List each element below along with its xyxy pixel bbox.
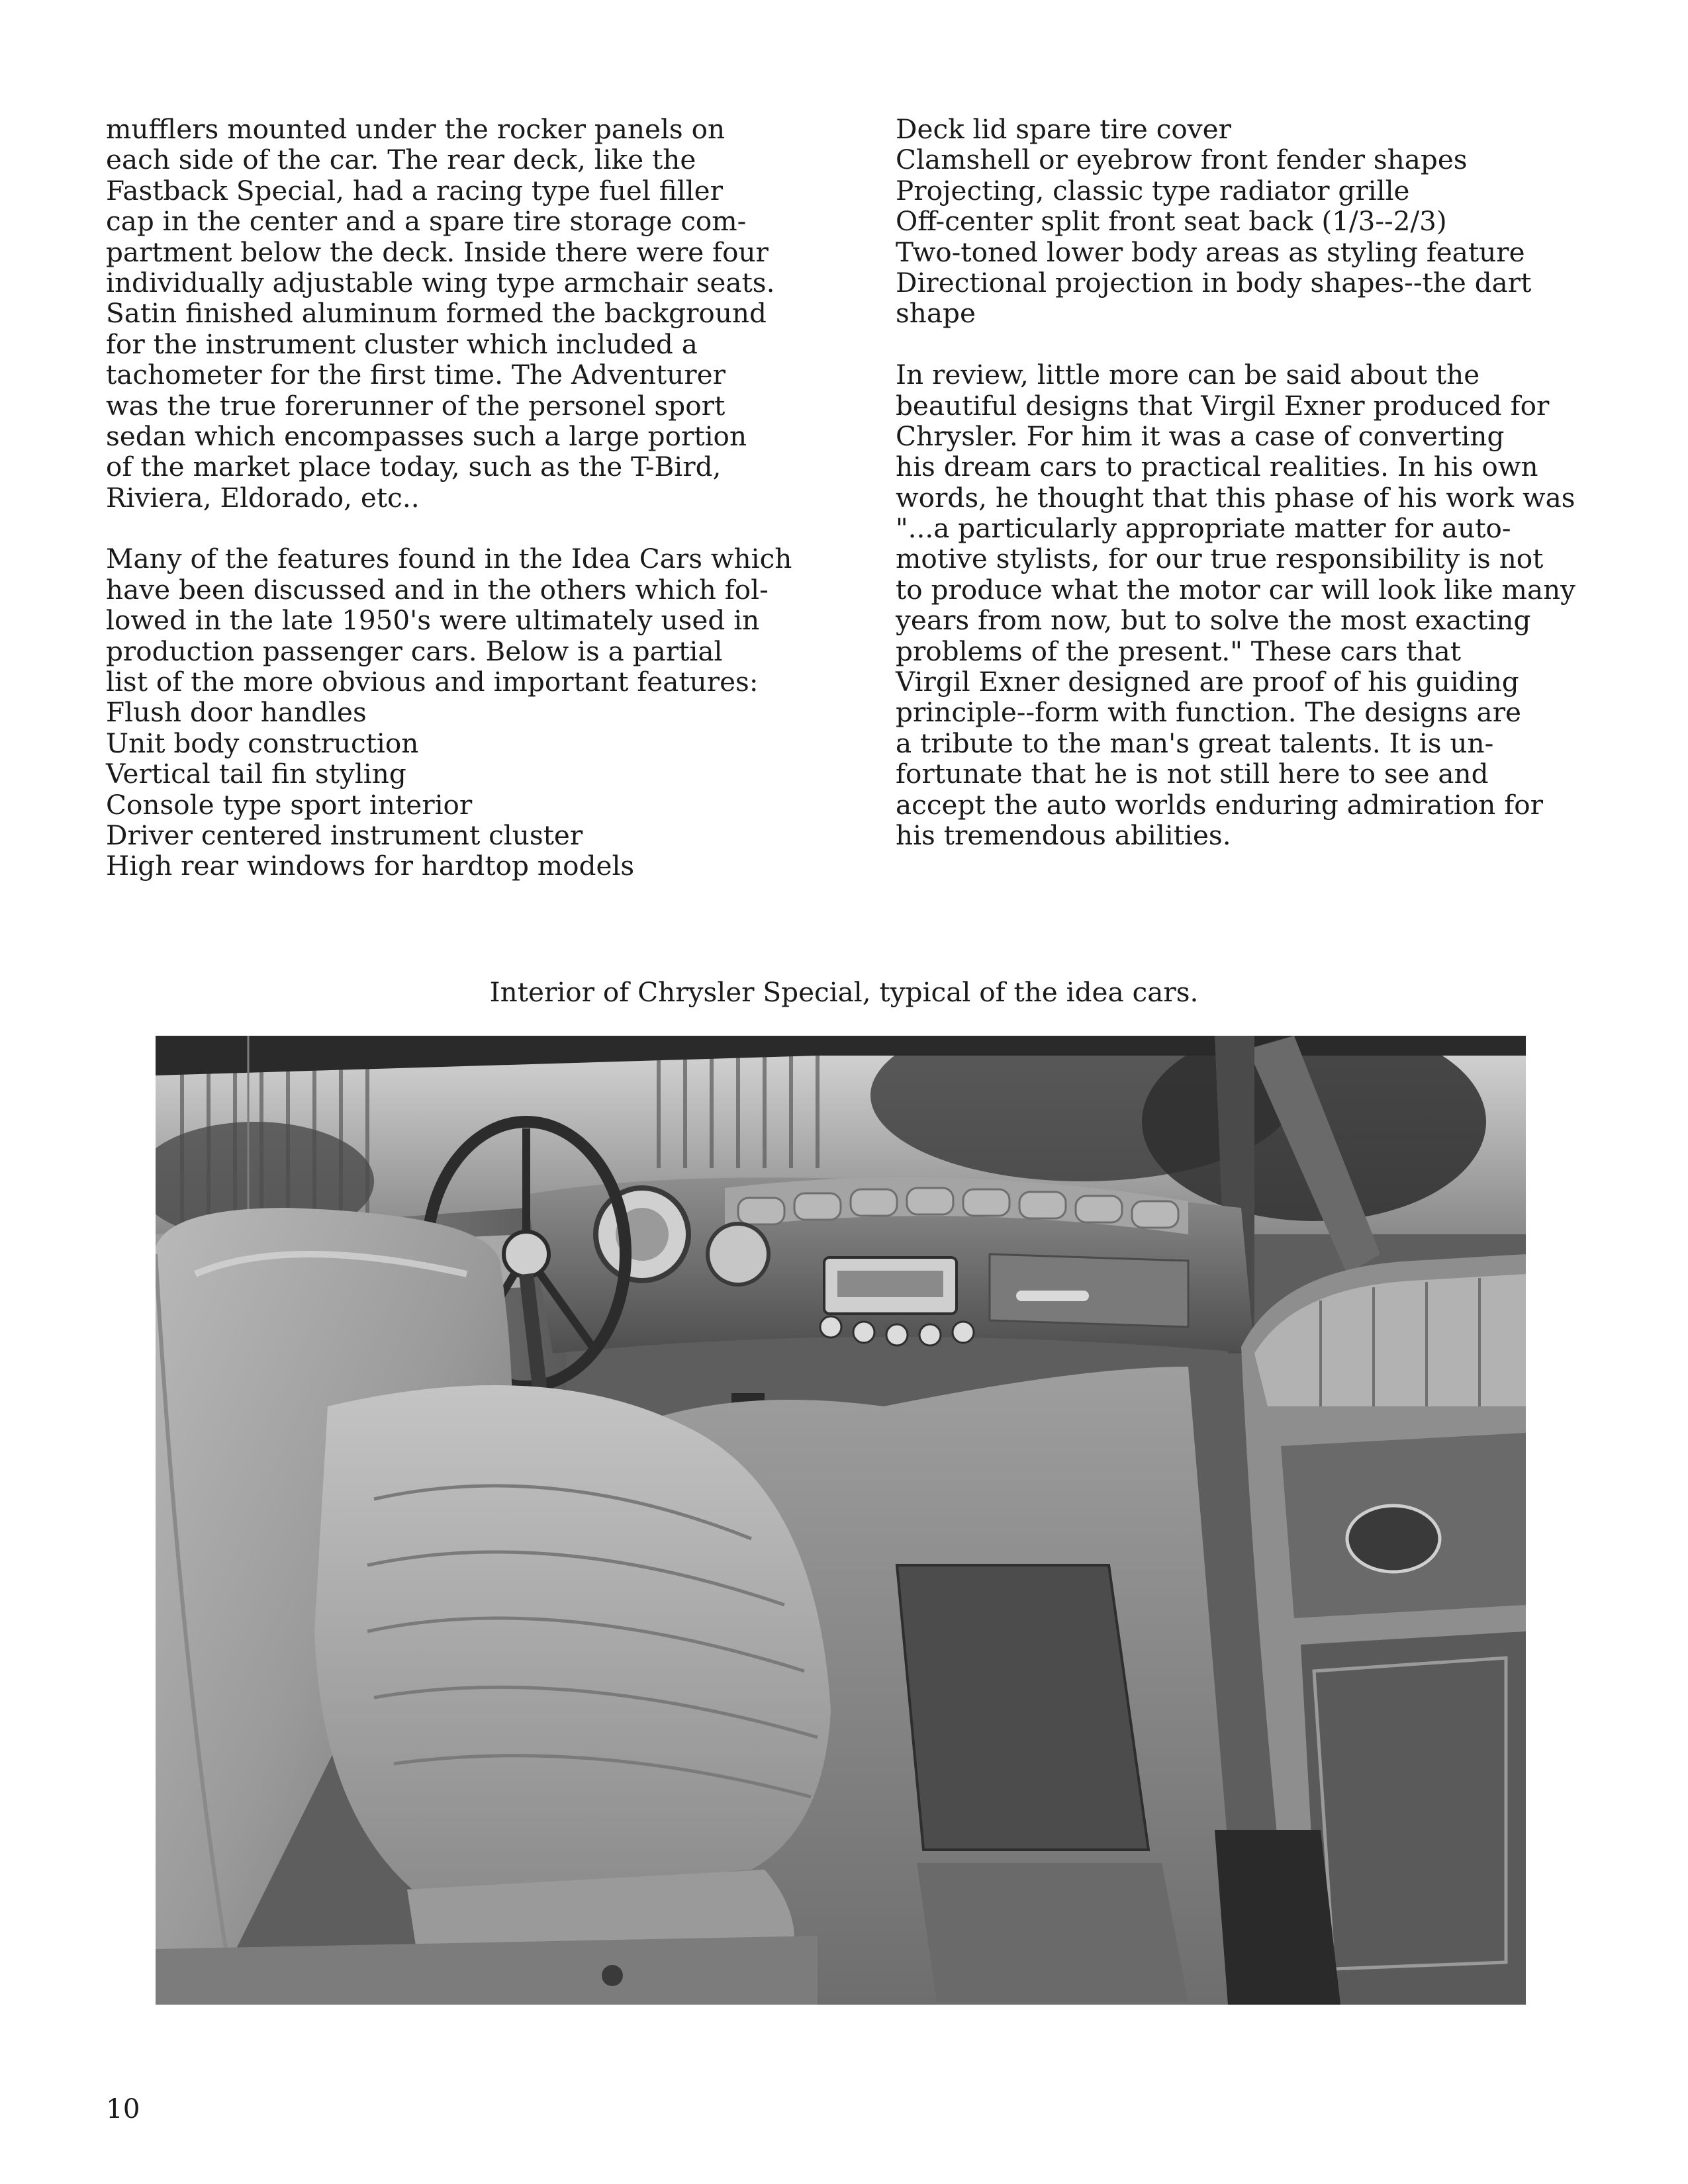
text-line: beautiful designs that Virgil Exner produced for bbox=[896, 389, 1550, 422]
paragraph-idea-cars-features bbox=[106, 543, 808, 697]
text-line: to produce what the motor car will look like many bbox=[896, 573, 1576, 606]
paragraph-gap bbox=[896, 329, 1597, 359]
text-line: of the market place today, such as the T-Bird, bbox=[106, 451, 722, 483]
feature-list-continued bbox=[896, 114, 1597, 329]
text-line: Fastback Special, had a racing type fuel filler bbox=[106, 174, 723, 206]
right-column bbox=[896, 114, 1597, 850]
text-line: principle--form with function. The designs are bbox=[896, 696, 1522, 729]
feature-item: Clamshell or eyebrow front fender shapes bbox=[896, 144, 1468, 176]
paragraph-gap bbox=[106, 513, 808, 543]
text-line: years from now, but to solve the most exacting bbox=[896, 604, 1531, 637]
feature-item: Driver centered instrument cluster bbox=[106, 819, 583, 851]
text-line: Virgil Exner designed are proof of his guiding bbox=[896, 666, 1519, 698]
feature-item: Flush door handles bbox=[106, 696, 367, 729]
text-line: Many of the features found in the Idea Cars which bbox=[106, 543, 792, 575]
text-line: sedan which encompasses such a large portion bbox=[106, 420, 747, 452]
feature-item: Unit body construction bbox=[106, 727, 419, 759]
text-line: In review, little more can be said about the bbox=[896, 359, 1480, 391]
text-line: lowed in the late 1950's were ultimately used in bbox=[106, 604, 760, 637]
text-line: Satin finished aluminum formed the background bbox=[106, 297, 767, 330]
feature-item: Console type sport interior bbox=[106, 788, 473, 821]
feature-item: Deck lid spare tire cover bbox=[896, 113, 1232, 145]
feature-list bbox=[106, 697, 808, 881]
text-line: his tremendous abilities. bbox=[896, 819, 1231, 851]
feature-item: shape bbox=[896, 297, 976, 330]
car-interior-photo bbox=[156, 1036, 1526, 2005]
text-line: for the instrument cluster which included a bbox=[106, 328, 698, 360]
text-line: was the true forerunner of the personel sport bbox=[106, 389, 726, 422]
text-line: tachometer for the first time. The Adventurer bbox=[106, 359, 726, 391]
text-line: "...a particularly appropriate matter for auto- bbox=[896, 512, 1511, 545]
text-line: Riviera, Eldorado, etc.. bbox=[106, 481, 420, 514]
text-line: partment below the deck. Inside there were four bbox=[106, 236, 769, 268]
text-line: Chrysler. For him it was a case of converting bbox=[896, 420, 1505, 452]
text-line: problems of the present." These cars that bbox=[896, 635, 1462, 667]
text-line: list of the more obvious and important features: bbox=[106, 666, 759, 698]
page-number: 10 bbox=[106, 2093, 140, 2124]
feature-item: Directional projection in body shapes--the dart bbox=[896, 266, 1532, 298]
text-line: words, he thought that this phase of his work was bbox=[896, 481, 1575, 514]
text-line: a tribute to the man's great talents. It is un- bbox=[896, 727, 1494, 759]
feature-item: Projecting, classic type radiator grille bbox=[896, 174, 1410, 206]
photo-caption: Interior of Chrysler Special, typical of the idea cars. bbox=[489, 976, 1199, 1008]
text-line: motive stylists, for our true responsibility is not bbox=[896, 543, 1544, 575]
text-line: his dream cars to practical realities. In his own bbox=[896, 451, 1538, 483]
feature-item: High rear windows for hardtop models bbox=[106, 850, 635, 882]
text-line: mufflers mounted under the rocker panels on bbox=[106, 113, 726, 145]
feature-item: Vertical tail fin styling bbox=[106, 758, 406, 790]
text-line: individually adjustable wing type armchair seats. bbox=[106, 266, 775, 298]
text-line: fortunate that he is not still here to see and bbox=[896, 758, 1489, 790]
paragraph-rocker-panels bbox=[106, 114, 808, 513]
feature-item: Two-toned lower body areas as styling feature bbox=[896, 236, 1525, 268]
left-column bbox=[106, 114, 808, 882]
text-line: cap in the center and a spare tire storage com- bbox=[106, 205, 747, 238]
feature-item: Off-center split front seat back (1/3--2/3) bbox=[896, 205, 1447, 238]
paragraph-in-review bbox=[896, 359, 1597, 850]
text-line: each side of the car. The rear deck, like the bbox=[106, 144, 696, 176]
text-line: accept the auto worlds enduring admiration for bbox=[896, 788, 1543, 821]
text-line: have been discussed and in the others which fol- bbox=[106, 573, 769, 606]
text-line: production passenger cars. Below is a partial bbox=[106, 635, 723, 667]
